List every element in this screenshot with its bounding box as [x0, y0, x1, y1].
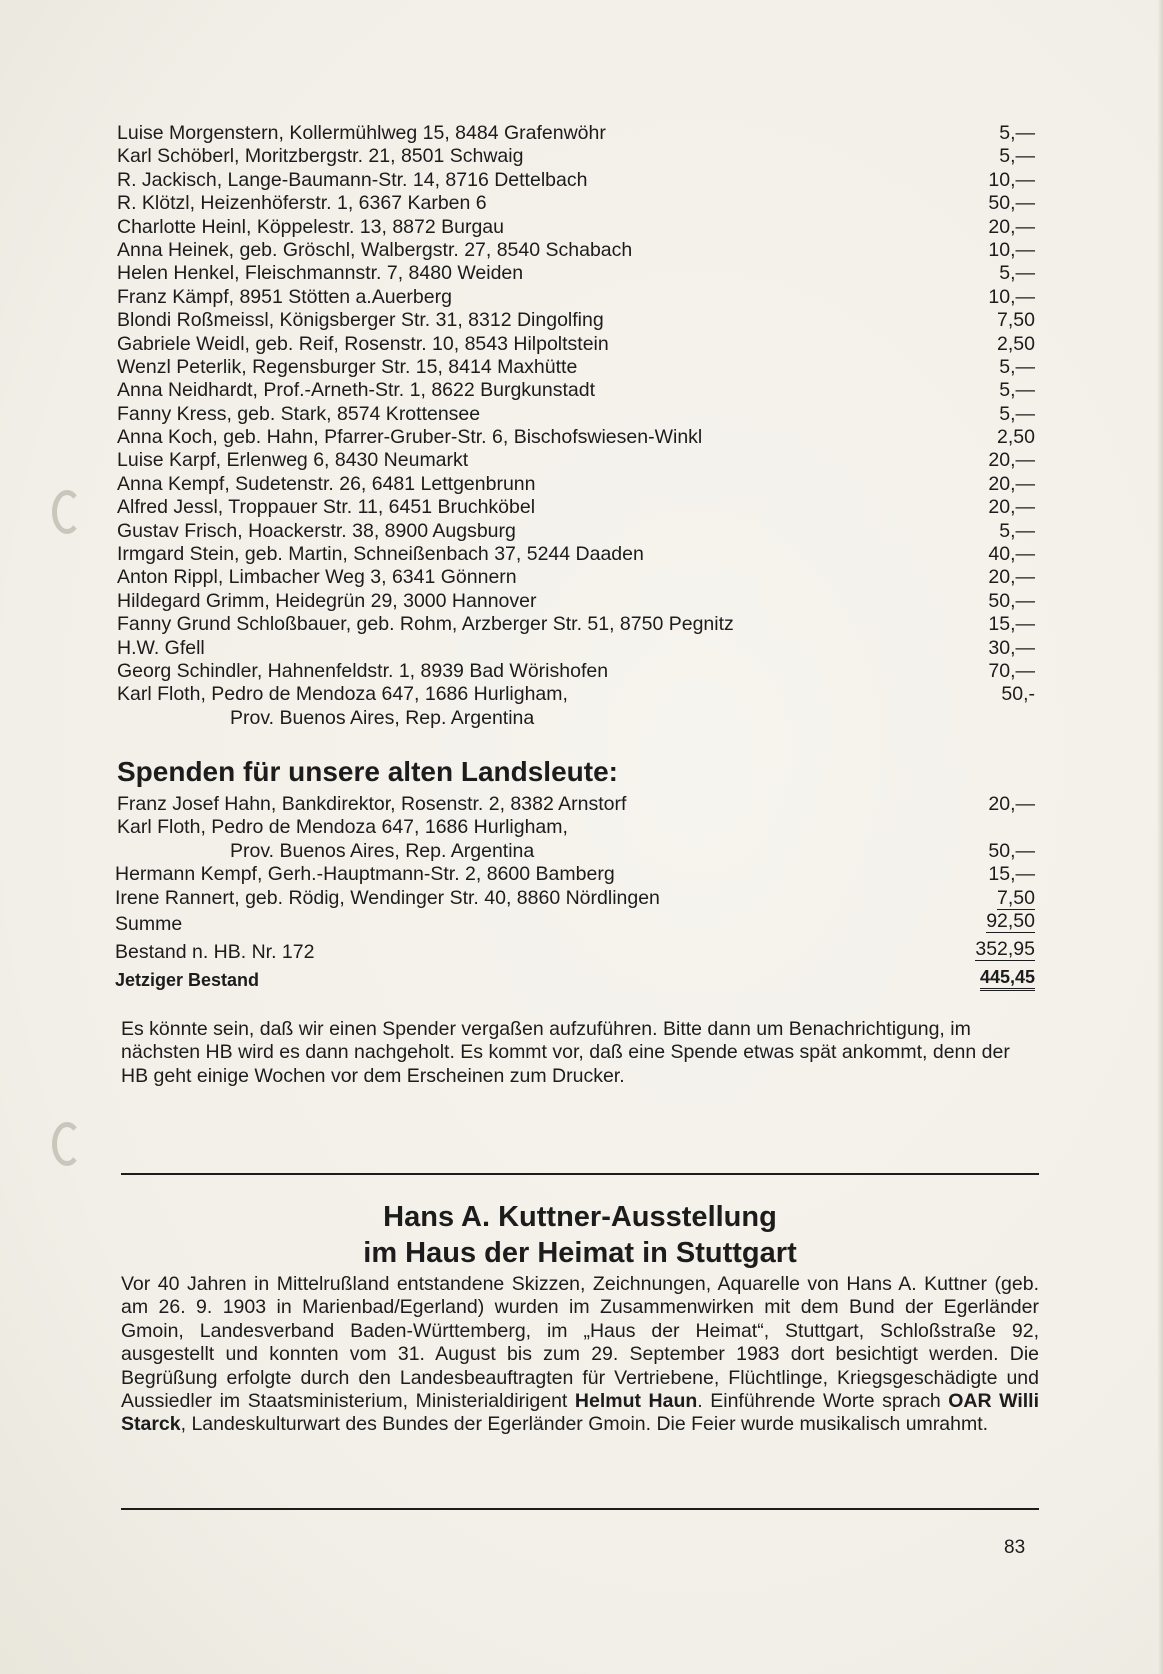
donation-amount: 20,—	[988, 793, 1035, 815]
previous-balance-row	[117, 938, 1035, 966]
current-balance-value: 445,45	[980, 966, 1035, 991]
donor-name: Anna Heinek, geb. Gröschl, Walbergstr. 27, 8540 Schabach	[117, 238, 633, 261]
donor-name: Gabriele Weidl, geb. Reif, Rosenstr. 10, 8543 Hilpoltstein	[117, 332, 609, 355]
list-item	[117, 793, 1035, 816]
sum-row	[117, 910, 1035, 938]
donation-amount: 10,—	[988, 285, 1035, 308]
donor-name: Luise Morgenstern, Kollermühlweg 15, 8484 Grafenwöhr	[117, 122, 606, 144]
donor-name: Blondi Roßmeissl, Königsberger Str. 31, 8312 Dingolfing	[117, 309, 604, 332]
list-item	[117, 216, 1035, 239]
donor-name: Anna Kempf, Sudetenstr. 26, 6481 Lettgenbrunn	[117, 472, 536, 495]
donation-amount: 5,—	[999, 145, 1035, 168]
list-item	[117, 566, 1035, 589]
donor-address-continuation: Prov. Buenos Aires, Rep. Argentina	[230, 839, 535, 862]
donor-name: Fanny Grund Schloßbauer, geb. Rohm, Arzberger Str. 51, 8750 Pegnitz	[117, 613, 734, 636]
donor-name: Hildegard Grimm, Heidegrün 29, 3000 Hannover	[117, 589, 537, 612]
donation-amount: 50,—	[988, 839, 1035, 862]
donor-name: Franz Kämpf, 8951 Stötten a.Auerberg	[117, 285, 452, 308]
list-item	[117, 379, 1035, 402]
list-item	[117, 122, 1035, 145]
list-item	[117, 473, 1035, 496]
list-item	[117, 613, 1035, 636]
list-item	[117, 887, 1035, 910]
donor-name: Franz Josef Hahn, Bankdirektor, Rosenstr. 2, 8382 Arnstorf	[117, 793, 627, 815]
article-title-line: Hans A. Kuttner-Ausstellung	[383, 1201, 777, 1233]
donation-amount: 20,—	[988, 566, 1035, 589]
list-item	[117, 683, 1035, 706]
list-item	[117, 707, 1035, 730]
person-name: OAR Willi Starck	[121, 1390, 1039, 1436]
list-item	[117, 262, 1035, 285]
donation-list	[117, 122, 1035, 730]
list-item	[117, 449, 1035, 472]
donor-name: Charlotte Heinl, Köppelestr. 13, 8872 Burgau	[117, 215, 505, 238]
list-item	[117, 286, 1035, 309]
donation-amount: 15,—	[988, 613, 1035, 636]
list-item	[117, 637, 1035, 660]
donor-name: H.W. Gfell	[117, 636, 205, 659]
donation-amount: 7,50	[997, 886, 1035, 909]
donation-amount: 20,—	[988, 472, 1035, 495]
list-item	[117, 239, 1035, 262]
donation-amount: 10,—	[988, 168, 1035, 191]
donation-amount: 5,—	[999, 355, 1035, 378]
page-number: 83	[1004, 1537, 1026, 1558]
donor-name: R. Jackisch, Lange-Baumann-Str. 14, 8716 Dettelbach	[117, 168, 588, 191]
list-item	[117, 145, 1035, 168]
binder-hole-mark	[52, 490, 82, 534]
list-item	[117, 403, 1035, 426]
donor-name: Karl Floth, Pedro de Mendoza 647, 1686 Hurligham,	[117, 816, 568, 839]
list-item	[117, 309, 1035, 332]
person-name: Helmut Haun	[574, 1390, 698, 1413]
donor-name: R. Klötzl, Heizenhöferstr. 1, 6367 Karben 6	[117, 192, 487, 215]
list-item	[117, 333, 1035, 356]
donation-amount: 50,—	[988, 589, 1035, 612]
donor-name: Wenzl Peterlik, Regensburger Str. 15, 8414 Maxhütte	[117, 355, 578, 378]
list-item	[117, 660, 1035, 683]
donor-name: Anna Koch, geb. Hahn, Pfarrer-Gruber-Str. 6, Bischofswiesen-Winkl	[117, 426, 703, 449]
donor-name: Anna Neidhardt, Prof.-Arneth-Str. 1, 8622 Burgkunstadt	[117, 379, 596, 402]
donation-amount: 5,—	[999, 402, 1035, 425]
donor-name: Gustav Frisch, Hoackerstr. 38, 8900 Augsburg	[117, 519, 516, 542]
donation-amount: 7,50	[997, 309, 1035, 332]
donation-amount: 10,—	[988, 238, 1035, 261]
article-body	[121, 1273, 1039, 1437]
list-item	[117, 590, 1035, 613]
donation-amount: 30,—	[988, 636, 1035, 659]
donor-name: Luise Karpf, Erlenweg 6, 8430 Neumarkt	[117, 449, 469, 472]
section-heading: Spenden für unsere alten Landsleute:	[117, 756, 618, 787]
donor-address-continuation: Prov. Buenos Aires, Rep. Argentina	[230, 706, 535, 729]
donor-name: Karl Floth, Pedro de Mendoza 647, 1686 Hurligham,	[117, 683, 568, 706]
donation-amount: 50,-	[1001, 683, 1035, 706]
donor-name: Alfred Jessl, Troppauer Str. 11, 6451 Bruchköbel	[117, 496, 536, 519]
list-item	[117, 816, 1035, 839]
donor-name: Hermann Kempf, Gerh.-Hauptmann-Str. 2, 8600 Bamberg	[115, 863, 615, 886]
divider	[121, 1508, 1039, 1510]
donor-name: Georg Schindler, Hahnenfeldstr. 1, 8939 Bad Wörishofen	[117, 659, 609, 682]
article-title-line: im Haus der Heimat in Stuttgart	[363, 1237, 797, 1269]
donor-name: Anton Rippl, Limbacher Weg 3, 6341 Gönnern	[117, 566, 517, 589]
donation-amount: 20,—	[988, 215, 1035, 238]
list-item	[117, 863, 1035, 886]
donation-amount: 5,—	[999, 379, 1035, 402]
donation-amount: 5,—	[999, 519, 1035, 542]
previous-balance-label: Bestand n. HB. Nr. 172	[115, 940, 315, 963]
article-text: . Einführende Worte sprach	[697, 1390, 949, 1413]
donation-amount: 5,—	[999, 262, 1035, 285]
donation-amount: 50,—	[988, 192, 1035, 215]
donor-name: Fanny Kress, geb. Stark, 8574 Krottensee	[117, 402, 481, 425]
donation-amount: 2,50	[997, 332, 1035, 355]
article-title	[121, 1199, 1039, 1271]
list-item	[117, 356, 1035, 379]
donation-amount: 70,—	[988, 659, 1035, 682]
donation-amount: 2,50	[997, 426, 1035, 449]
article-text: Vor 40 Jahren in Mittelrußland entstandene Skizzen, Zeichnungen, Aquarelle von Hans A. Kuttner (geb. am 26. 9. 1903 in Marienbad/Egerland) wurden im Zusammenwirken mit dem Bund der Egerländer Gmoin, Landesverband Baden-Württemberg, im „Haus der Heimat“, Stuttgart, Schloßstraße 92, ausgestellt und konnten vom 31. August bis zum 29. September 1983 dort besichtigt werden. Die Begrüßung erfolgte durch den Landesbeauftragten für Vertriebene, Flüchtlinge, Kriegsgeschädigte und Aussiedler im Staatsministerium, Ministerialdirigent	[121, 1273, 1039, 1413]
donor-name: Karl Schöberl, Moritzbergstr. 21, 8501 Schwaig	[117, 145, 524, 168]
article-text: , Landeskulturwart des Bundes der Egerländer Gmoin. Die Feier wurde musikalisch umrahmt.	[180, 1413, 989, 1436]
donation-amount: 15,—	[988, 863, 1035, 886]
donor-name: Irmgard Stein, geb. Martin, Schneißenbach 37, 5244 Daaden	[117, 543, 644, 566]
binder-hole-mark	[52, 1122, 82, 1166]
donation-amount: 20,—	[988, 496, 1035, 519]
list-item	[117, 169, 1035, 192]
sum-value: 92,50	[986, 909, 1035, 932]
donation-amount: 40,—	[988, 543, 1035, 566]
note-paragraph: Es könnte sein, daß wir einen Spender vergaßen aufzuführen. Bitte dann um Benachrichtigung, im nächsten HB wird es dann nachgeholt. Es kommt vor, daß eine Spende etwas spät ankommt, denn der HB geht einige Wochen vor dem Erscheinen zum Drucker.	[121, 1018, 1010, 1087]
donor-name: Irene Rannert, geb. Rödig, Wendinger Str. 40, 8860 Nördlingen	[115, 886, 660, 909]
divider	[121, 1173, 1039, 1175]
donation-list-old-compatriots	[117, 793, 1035, 994]
previous-balance-value: 352,95	[975, 937, 1035, 960]
page-edge	[1157, 0, 1163, 1674]
list-item	[117, 840, 1035, 863]
list-item	[117, 520, 1035, 543]
current-balance-row	[117, 966, 1035, 994]
list-item	[117, 426, 1035, 449]
current-balance-label: Jetziger Bestand	[115, 969, 260, 990]
donor-name: Helen Henkel, Fleischmannstr. 7, 8480 Weiden	[117, 262, 524, 285]
sum-label: Summe	[115, 912, 183, 935]
donation-amount: 5,—	[999, 122, 1035, 144]
donation-amount: 20,—	[988, 449, 1035, 472]
list-item	[117, 496, 1035, 519]
list-item	[117, 192, 1035, 215]
list-item	[117, 543, 1035, 566]
